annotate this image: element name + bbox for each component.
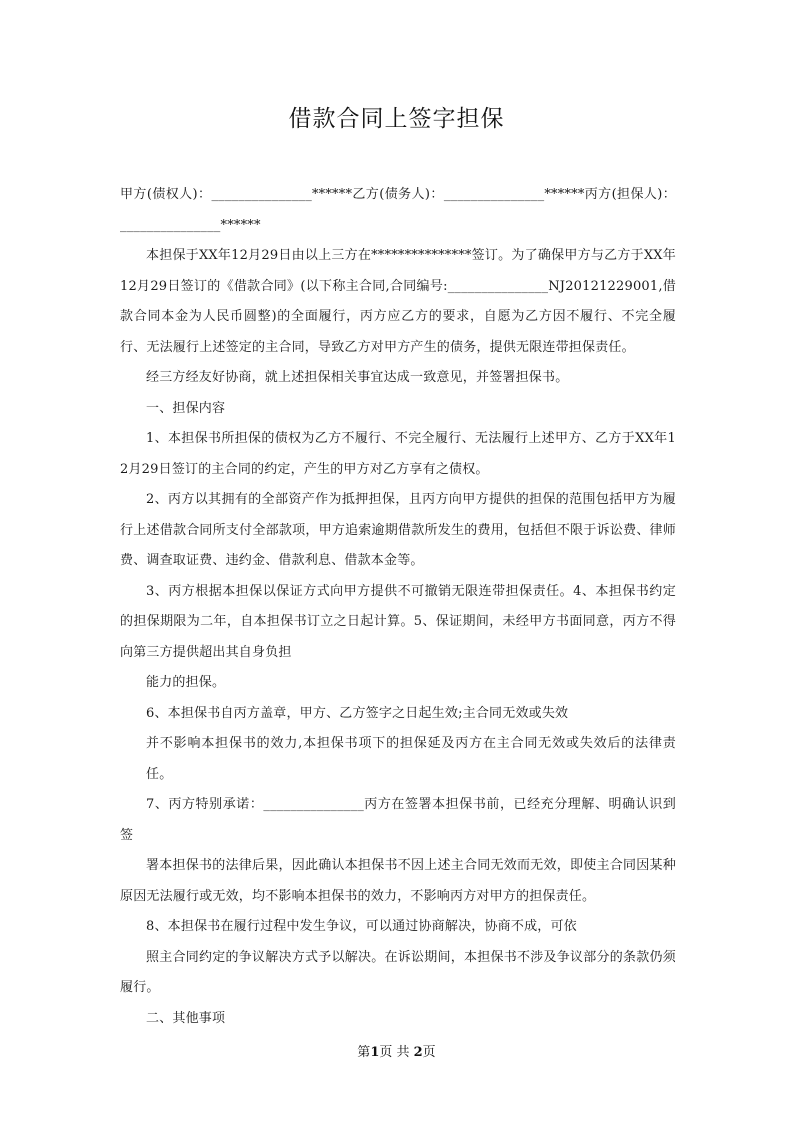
footer-middle: 页 共 xyxy=(379,1045,414,1060)
clause-7: 7、丙方特别承诺：_______________丙方在签署本担保书前，已经充分理解、明确认识到签 xyxy=(120,797,676,843)
paragraph-preamble: 本担保于XX年12月29日由以上三方在***************签订。为了确保甲方与乙方于XX年12月29日签订的《借款合同》(以下称主合同,合同编号:_______________NJ20121229001,借款合同本金为人民币圆整)的全面履行，丙方应乙方的要求，自愿为乙方因不履行、不完全履行、无法履行上述签定的主合同，导致乙方对甲方产生的债务，提供无限连带担保责任。 xyxy=(120,248,676,355)
clause-5-continued: 能力的担保。 xyxy=(146,675,226,690)
clause-6: 6、本担保书自丙方盖章，甲方、乙方签字之日起生效;主合同无效或失效 xyxy=(146,705,569,721)
footer-suffix: 页 xyxy=(422,1045,436,1060)
clause-7-continued: 署本担保书的法律后果，因此确认本担保书不因上述主合同无效而无效，即使主合同因某种原因无法履行或无效，均不影响本担保书的效力，不影响丙方对甲方的担保责任。 xyxy=(120,858,676,904)
footer-total-pages: 2 xyxy=(413,1045,423,1060)
clause-8-continued: 照主合同约定的争议解决方式予以解决。在诉讼期间，本担保书不涉及争议部分的条款仍须履行。 xyxy=(120,949,676,995)
footer-current-page: 1 xyxy=(370,1045,380,1060)
clause-2: 2、丙方以其拥有的全部资产作为抵押担保，且丙方向甲方提供的担保的范围包括甲方为履行上述借款合同所支付全部款项，甲方追索逾期借款所发生的费用，包括但不限于诉讼费、律师费、调查取证费、违约金、借款利息、借款本金等。 xyxy=(120,492,676,568)
page-footer xyxy=(0,1041,793,1060)
clause-8: 8、本担保书在履行过程中发生争议，可以通过协商解决，协商不成，可依 xyxy=(146,919,577,934)
footer-prefix: 第 xyxy=(357,1045,371,1060)
clause-1: 1、本担保书所担保的债权为乙方不履行、不完全履行、无法履行上述甲方、乙方于XX年12月29日签订的主合同的约定，产生的甲方对乙方享有之债权。 xyxy=(120,431,676,477)
document-title: 借款合同上签字担保 xyxy=(288,106,505,132)
paragraph-agreement: 经三方经友好协商，就上述担保相关事宜达成一致意见，并签署担保书。 xyxy=(146,370,569,385)
clause-3-4-5: 3、丙方根据本担保以保证方式向甲方提供不可撤销无限连带担保责任。4、本担保书约定的担保期限为二年，自本担保书订立之日起计算。5、保证期间，未经甲方书面同意，丙方不得向第三方提供超出其自身负担 xyxy=(120,583,676,660)
section-heading-guarantee-content: 一、担保内容 xyxy=(146,400,226,416)
paragraph-parties: 甲方(债权人)：_______________******乙方(债务人)：_______________******丙方(担保人)：_______________****** xyxy=(120,187,676,233)
clause-6-continued: 并不影响本担保书的效力,本担保书项下的担保延及丙方在主合同无效或失效后的法律责任。 xyxy=(146,736,676,782)
document-body xyxy=(120,180,676,1034)
section-heading-other-matters: 二、其他事项 xyxy=(146,1010,226,1026)
